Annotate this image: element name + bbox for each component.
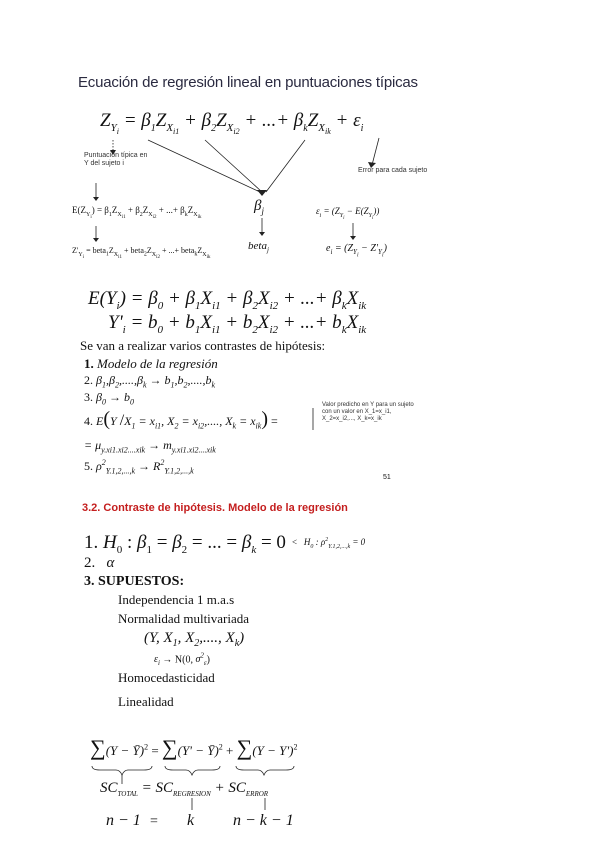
section-heading: 3.2. Contraste de hipótesis. Modelo de la regresión [82, 502, 348, 514]
note-puntuacion: Puntuación típica en Y del sujeto i [84, 152, 148, 167]
contrast-item-2: 2. $\beta_1,\beta_2,....,\beta_k \to b_1,b_2,....,b_k$ [84, 373, 216, 390]
beta-label: beta$_j$ [248, 240, 269, 255]
arrowhead-1 [93, 197, 99, 201]
contrast-item-4-cont: = $\mu_{y.xi1.xi2....xik} \to m_{y.xi1.xi2....xik}$ [84, 438, 216, 455]
arrowhead-2 [93, 238, 99, 242]
supuesto-independencia: Independencia 1 m.a.s [118, 592, 235, 607]
underbrace-regresion [165, 766, 220, 775]
connector-error [372, 138, 379, 165]
connector-betak [266, 140, 305, 192]
supuesto-normalidad: Normalidad multivariada [118, 611, 250, 626]
df-total: n − 1 [106, 812, 141, 829]
hypothesis-h0: 1. $H_0$ : $\beta_1 = \beta_2$ = ... = $\beta_k = 0$ [84, 532, 286, 556]
supuestos-heading: 3. SUPUESTOS: [84, 574, 185, 589]
z-prime: $Z'_{Y_i}$ = $beta_1Z_{X_{i1}}$ + $beta_2Z_{X_{i2}}$ + ...+ $beta_kZ_{X_{ik}}$ [72, 246, 211, 260]
equation-yprime: $Y'_i = b_0 + b_1X_{i1} + b_2X_{i2}$ + ...+ $b_kX_{ik}$ [108, 312, 367, 336]
connector-beta1 [148, 140, 260, 192]
supuesto-normalidad-vars: (Y, $X_1$, $X_2$,...., $X_k$) [144, 630, 245, 649]
contrast-item-1: 1. Modelo de la regresión [84, 356, 218, 371]
contrast-item-4: 4. E(Y $/X_1 = x_{i1}$, $X_2 = x_{i2}$,...., $X_k = x_{ik}$) = [84, 408, 278, 431]
alpha-item: 2. α [84, 555, 115, 571]
expectation-z: $E(Z_{Y_i}) = \beta_1Z_{X_{i1}} + \beta_2Z_{X_{i2}}$ + ...+ $\beta_kZ_{X_{ik}}$ [72, 205, 202, 220]
page-title: Ecuación de regresión lineal en puntuaciones típicas [78, 74, 418, 91]
underbrace-error [236, 766, 294, 775]
predicted-note: Valor predicho en Y para un sujeto con un valor en X_1=x_i1, X_2=x_i2,..., X_k=x_ik [322, 402, 414, 422]
connector-beta2 [205, 140, 262, 192]
contrasts-intro: Se van a realizar varios contrastes de hipótesis: [80, 338, 326, 353]
df-error: n − k − 1 [233, 812, 294, 829]
underbrace-total [92, 766, 152, 775]
contrast-item-3: 3. $\beta_0 \to b_0$ [84, 390, 134, 407]
contrast-item-5: 5. $\rho^2_{Y.1,2,...,k} \to R^2_{Y.1,2,...,k}$ [84, 458, 194, 476]
beta-j: $\beta_j$ [254, 198, 264, 216]
arrowhead-beta [257, 190, 267, 196]
supuesto-linealidad: Linealidad [118, 694, 174, 709]
arrowhead-4 [350, 236, 356, 240]
e-def: $e_i = (Z_{Y_i} - Z'_{Y_i})$ [326, 243, 387, 259]
anova-sc-equation: $SC_{TOTAL} = SC_{REGRESION} + SC_{ERROR}$ [100, 780, 269, 798]
main-equation: $Z_{Y_i} = \beta_1Z_{X_{i1}} + \beta_2Z_{X_{i2}}$ + ...+ $\beta_kZ_{X_{ik}} + \varepsilon_i$ [100, 110, 364, 136]
arrowhead-3 [259, 232, 265, 236]
page-number: 51 [383, 474, 391, 481]
note-error: Error para cada sujeto [358, 167, 428, 174]
equation-ey: $E(Y_i) = \beta_0 + \beta_1X_{i1} + \beta_2X_{i2}$ + ...+ $\beta_kX_{ik}$ [88, 288, 367, 312]
df-equals: = [150, 814, 158, 829]
supuesto-homocedasticidad: Homocedasticidad [118, 670, 215, 685]
anova-sum-equation: ∑(Y − Ȳ)$^2$ = ∑(Y' − Ȳ)$^2$ + $\sum(Y - Y')^2$ [90, 735, 298, 760]
error-def: $\varepsilon_i = (Z_{Y_i} - E(Z_{Y_i}))$ [316, 206, 380, 221]
df-regresion: k [187, 812, 195, 829]
hypothesis-h0-alt: < $H_0$ : $\rho^2_{Y.1,2,...,k} = 0$ [292, 537, 366, 550]
supuesto-normalidad-error: $\varepsilon_i \to N(0$, $\sigma^2_\varepsilon$) [154, 652, 211, 668]
